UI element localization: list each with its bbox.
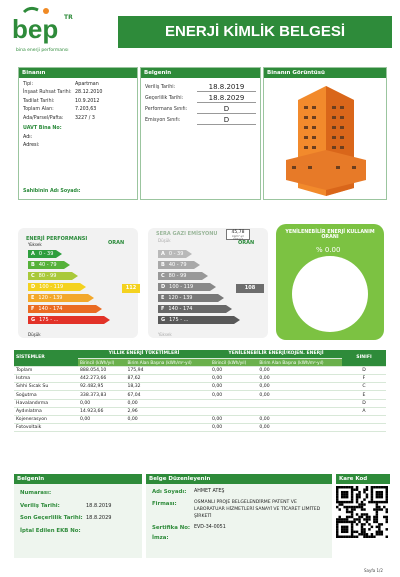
table-row bbox=[14, 399, 386, 407]
karekod-header: Kare Kod bbox=[336, 474, 390, 484]
table-cell: 0,00 bbox=[78, 399, 125, 407]
iptal-label: İptal Edilen EKB No: bbox=[20, 527, 81, 534]
scale-class-letter: E bbox=[161, 295, 165, 301]
title-banner: ENERJİ KİMLİK BELGESİ bbox=[118, 16, 392, 48]
table-cell: D bbox=[342, 366, 386, 374]
table-row bbox=[14, 407, 386, 415]
em-pointer: 108 bbox=[236, 284, 264, 293]
table-cell: 888.054,10 bbox=[78, 366, 125, 374]
scale-class-letter: F bbox=[161, 306, 165, 312]
scale-class-letter: G bbox=[31, 317, 36, 323]
scale-class-range: 80 - 99 bbox=[38, 273, 57, 279]
table-cell: 0,00 bbox=[210, 424, 257, 432]
scale-class-letter: G bbox=[161, 317, 166, 323]
table-cell: 0,00 bbox=[210, 366, 257, 374]
numara-label: Numarası: bbox=[20, 490, 52, 496]
scale-class-range: 140 - 174 bbox=[38, 306, 63, 312]
table-cell bbox=[210, 407, 257, 415]
table-cell: A bbox=[342, 407, 386, 415]
info-value: 10.9.2012 bbox=[75, 98, 100, 104]
systems-table bbox=[14, 350, 386, 432]
info-label: Performans Sınıfı: bbox=[145, 107, 188, 112]
table-cell: Isıtma bbox=[14, 375, 78, 383]
bottom-duzenleyen-header: Belge Düzenleyenin bbox=[146, 474, 332, 484]
table-cell: D bbox=[342, 399, 386, 407]
table-row bbox=[14, 366, 386, 374]
bottom-karekod bbox=[336, 474, 390, 558]
scale-class-c bbox=[158, 272, 202, 280]
ren-panel bbox=[276, 224, 384, 340]
ep-top-label: Yüksek bbox=[28, 242, 42, 247]
scale-class-range: 120 - 139 bbox=[38, 295, 63, 301]
info-value: 18.8.2029 bbox=[197, 94, 256, 103]
ep-panel bbox=[18, 228, 138, 338]
table-cell: 0,00 bbox=[210, 391, 257, 399]
em-panel bbox=[148, 228, 268, 338]
info-row bbox=[23, 89, 133, 98]
scale-class-letter: A bbox=[161, 251, 165, 257]
scale-class-f bbox=[28, 305, 96, 313]
scale-class-c bbox=[28, 272, 72, 280]
binanin-header: Binanın bbox=[19, 68, 137, 78]
scale-class-range: 100 - 119 bbox=[39, 284, 64, 290]
info-label: Emisyon Sınıfı: bbox=[145, 118, 181, 123]
ren-title: YENİLENEBİLİR ENERJİ KULLANIM ORANI bbox=[285, 230, 375, 240]
em-title: SERA GAZI EMİSYONU bbox=[156, 231, 218, 237]
table-cell bbox=[78, 424, 125, 432]
table-cell: 92.482,95 bbox=[78, 383, 125, 391]
table-cell: Havalandırma bbox=[14, 399, 78, 407]
table-row bbox=[14, 375, 386, 383]
table-cell: Fotovoltaik bbox=[14, 424, 78, 432]
binanin-rows bbox=[19, 78, 137, 125]
th-sub-1: Birincil (kWh/yıl) bbox=[78, 358, 125, 366]
info-row bbox=[145, 104, 256, 115]
adi-label: Adı: bbox=[23, 134, 33, 140]
th-yillik: YILLIK ENERJİ TÜKETİMLERİ bbox=[78, 350, 210, 358]
scale-class-range: 120 - 139 bbox=[168, 295, 193, 301]
scale-class-letter: B bbox=[161, 262, 165, 268]
info-label: Ada/Parsel/Pafta: bbox=[23, 115, 64, 121]
ep-oran-label: ORAN bbox=[108, 240, 125, 246]
ep-bottom-label: Düşük bbox=[28, 332, 41, 337]
bottom-belgenin bbox=[14, 474, 142, 558]
logo bbox=[6, 6, 76, 58]
table-cell: 0,00 bbox=[257, 383, 342, 391]
em-oran-label: ORAN bbox=[238, 240, 255, 246]
page-number: Sayfa 1/2 bbox=[364, 568, 383, 573]
scale-class-range: 40 - 79 bbox=[38, 262, 57, 268]
table-cell: Toplam bbox=[14, 366, 78, 374]
table-cell: 0,00 bbox=[125, 399, 210, 407]
scale-class-letter: A bbox=[31, 251, 35, 257]
th-sub-3: Birincil (kWh/yıl) bbox=[210, 358, 257, 366]
scale-class-range: 175 - ... bbox=[169, 317, 189, 323]
info-row bbox=[23, 80, 133, 89]
th-yenilenebilir: YENİLENEBİLİR ENERJİ/KOJEN. ENERJİ bbox=[210, 350, 342, 358]
info-label: Tipi: bbox=[23, 81, 34, 87]
info-label: Veriliş Tarihi: bbox=[145, 85, 176, 90]
info-value: 18.8.2019 bbox=[197, 83, 256, 92]
em-bottom-label: Yüksek bbox=[158, 332, 172, 337]
verilis-label: Veriliş Tarihi: bbox=[20, 502, 60, 509]
table-cell: 442.273,66 bbox=[78, 375, 125, 383]
verilis-value: 18.8.2019 bbox=[86, 502, 112, 509]
info-row bbox=[23, 106, 133, 115]
th-sub-4: Birim Alan Başına (kWh/m²-yıl) bbox=[257, 358, 342, 366]
scale-class-d bbox=[158, 283, 210, 291]
table-cell: 0,00 bbox=[78, 416, 125, 424]
table-cell: 0,00 bbox=[257, 375, 342, 383]
table-cell: 2,96 bbox=[125, 407, 210, 415]
belgenin-header: Belgenin bbox=[141, 68, 260, 78]
bottom-belgenin-header: Belgenin bbox=[14, 474, 142, 484]
scale-class-letter: C bbox=[161, 273, 165, 279]
table-cell: 14.923,66 bbox=[78, 407, 125, 415]
table-cell: 0,00 bbox=[210, 375, 257, 383]
info-row bbox=[145, 82, 256, 93]
co2-value: 45,78 bbox=[231, 230, 245, 235]
info-label: Tadilat Tarihi: bbox=[23, 98, 55, 104]
table-cell bbox=[342, 424, 386, 432]
scale-class-e bbox=[158, 294, 218, 302]
table-cell: 175,94 bbox=[125, 366, 210, 374]
info-value: D bbox=[197, 116, 256, 125]
sertifika-value: EVD-34-0051 bbox=[194, 525, 226, 530]
th-sistemler: SİSTEMLER bbox=[14, 350, 78, 366]
scale-class-a bbox=[158, 250, 186, 258]
scale-class-range: 0 - 39 bbox=[38, 251, 54, 257]
table-row bbox=[14, 416, 386, 424]
table-cell: 18,32 bbox=[125, 383, 210, 391]
scale-class-letter: E bbox=[31, 295, 35, 301]
binanin-panel bbox=[18, 67, 138, 200]
adresi-label: Adresi: bbox=[23, 143, 40, 149]
info-label: İnşaat Ruhsat Tarihi: bbox=[23, 90, 72, 96]
scale-class-b bbox=[28, 261, 64, 269]
goruntu-panel bbox=[263, 67, 387, 200]
goruntu-header: Binanın Görüntüsü bbox=[264, 68, 386, 78]
info-value: 7.203,63 bbox=[75, 107, 97, 113]
logo-sup: TR bbox=[64, 14, 73, 21]
table-cell: 0,00 bbox=[257, 366, 342, 374]
sahibi-label: Sahibinin Adı Soyadı: bbox=[23, 189, 81, 194]
table-cell: F bbox=[342, 375, 386, 383]
scale-class-letter: C bbox=[31, 273, 35, 279]
table-cell: 0,00 bbox=[257, 416, 342, 424]
uavt-label: UAVT Bina No: bbox=[23, 126, 62, 132]
scale-class-g bbox=[158, 316, 234, 324]
table-cell: Sıhhi Sıcak Su bbox=[14, 383, 78, 391]
qr-code[interactable] bbox=[336, 486, 388, 538]
scale-class-range: 40 - 79 bbox=[168, 262, 187, 268]
th-sinifi: SINIFI bbox=[342, 350, 386, 366]
scale-class-g bbox=[28, 316, 104, 324]
scale-class-f bbox=[158, 305, 226, 313]
adsoyad-label: Adı Soyadı: bbox=[152, 489, 187, 495]
ep-title: ENERJİ PERFORMANSI bbox=[26, 236, 88, 242]
firma-value: OSMANLI PROJE BELGELENDİRME PATENT VE LABORATUAR HİZMETLERİ SANAYİ VE TİCARET LİMİTED ŞİRKETİ bbox=[194, 500, 321, 519]
belgenin-rows bbox=[141, 78, 260, 130]
scale-class-letter: B bbox=[31, 262, 35, 268]
ren-value: % 0.00 bbox=[316, 246, 341, 254]
scale-class-range: 175 - ... bbox=[39, 317, 59, 323]
info-row bbox=[23, 114, 133, 123]
table-cell: 0,00 bbox=[257, 391, 342, 399]
table-cell: 0,00 bbox=[125, 416, 210, 424]
scale-class-range: 80 - 99 bbox=[168, 273, 187, 279]
scale-class-e bbox=[28, 294, 88, 302]
ren-gauge bbox=[292, 256, 368, 332]
scale-class-b bbox=[158, 261, 194, 269]
table-cell bbox=[342, 416, 386, 424]
info-value: 28.12.2010 bbox=[75, 90, 103, 96]
firma-label: Firması: bbox=[152, 501, 177, 507]
th-sub-2: Birim Alan Başına (kWh/m²-yıl) bbox=[125, 358, 210, 366]
table-cell: 67,04 bbox=[125, 391, 210, 399]
info-value: Apartman bbox=[75, 81, 99, 87]
table-cell: Kojenerasyon bbox=[14, 416, 78, 424]
belgenin-panel bbox=[140, 67, 261, 200]
logo-sub: bina enerji performansı bbox=[16, 48, 69, 53]
info-value: D bbox=[197, 105, 256, 114]
scale-class-range: 140 - 174 bbox=[168, 306, 193, 312]
table-cell: Soğutma bbox=[14, 391, 78, 399]
table-cell bbox=[125, 424, 210, 432]
info-row bbox=[145, 93, 256, 104]
scale-class-a bbox=[28, 250, 56, 258]
em-top-label: Düşük bbox=[158, 238, 171, 243]
table-cell: E bbox=[342, 391, 386, 399]
table-cell: Aydınlatma bbox=[14, 407, 78, 415]
table-cell: 0,00 bbox=[210, 416, 257, 424]
scale-class-range: 100 - 119 bbox=[169, 284, 194, 290]
info-row bbox=[145, 115, 256, 126]
table-row bbox=[14, 424, 386, 432]
table-cell: 87,62 bbox=[125, 375, 210, 383]
table-cell: C bbox=[342, 383, 386, 391]
table-cell: 0,00 bbox=[210, 383, 257, 391]
info-label: Toplam Alan: bbox=[23, 107, 54, 113]
scale-class-letter: D bbox=[31, 284, 36, 290]
ep-pointer: 112 bbox=[122, 284, 140, 293]
adsoyad-value: AHMET ATEŞ bbox=[194, 489, 225, 494]
sertifika-label: Sertifika No: bbox=[152, 525, 191, 531]
table-cell: 0,00 bbox=[257, 424, 342, 432]
table-row bbox=[14, 383, 386, 391]
table-row bbox=[14, 391, 386, 399]
scale-class-range: 0 - 39 bbox=[168, 251, 184, 257]
scale-class-letter: F bbox=[31, 306, 35, 312]
info-value: 3227 / 3 bbox=[75, 115, 95, 121]
table-cell bbox=[210, 399, 257, 407]
bottom-duzenleyen bbox=[146, 474, 332, 558]
info-label: Geçerlilik Tarihi: bbox=[145, 96, 184, 101]
info-row bbox=[23, 97, 133, 106]
table-cell bbox=[257, 407, 342, 415]
gecerlilik-value: 18.8.2029 bbox=[86, 515, 112, 521]
co2-unit: kg/m²-yıl CO2eşd bbox=[232, 235, 244, 241]
table-cell bbox=[257, 399, 342, 407]
imza-label: İmza: bbox=[152, 535, 169, 541]
building-image bbox=[278, 80, 374, 198]
table-cell: 338.373,83 bbox=[78, 391, 125, 399]
scale-class-d bbox=[28, 283, 80, 291]
gecerlilik-label: Son Geçerlilik Tarihi: bbox=[20, 515, 83, 521]
logo-text: bep bbox=[12, 14, 59, 44]
scale-class-letter: D bbox=[161, 284, 166, 290]
